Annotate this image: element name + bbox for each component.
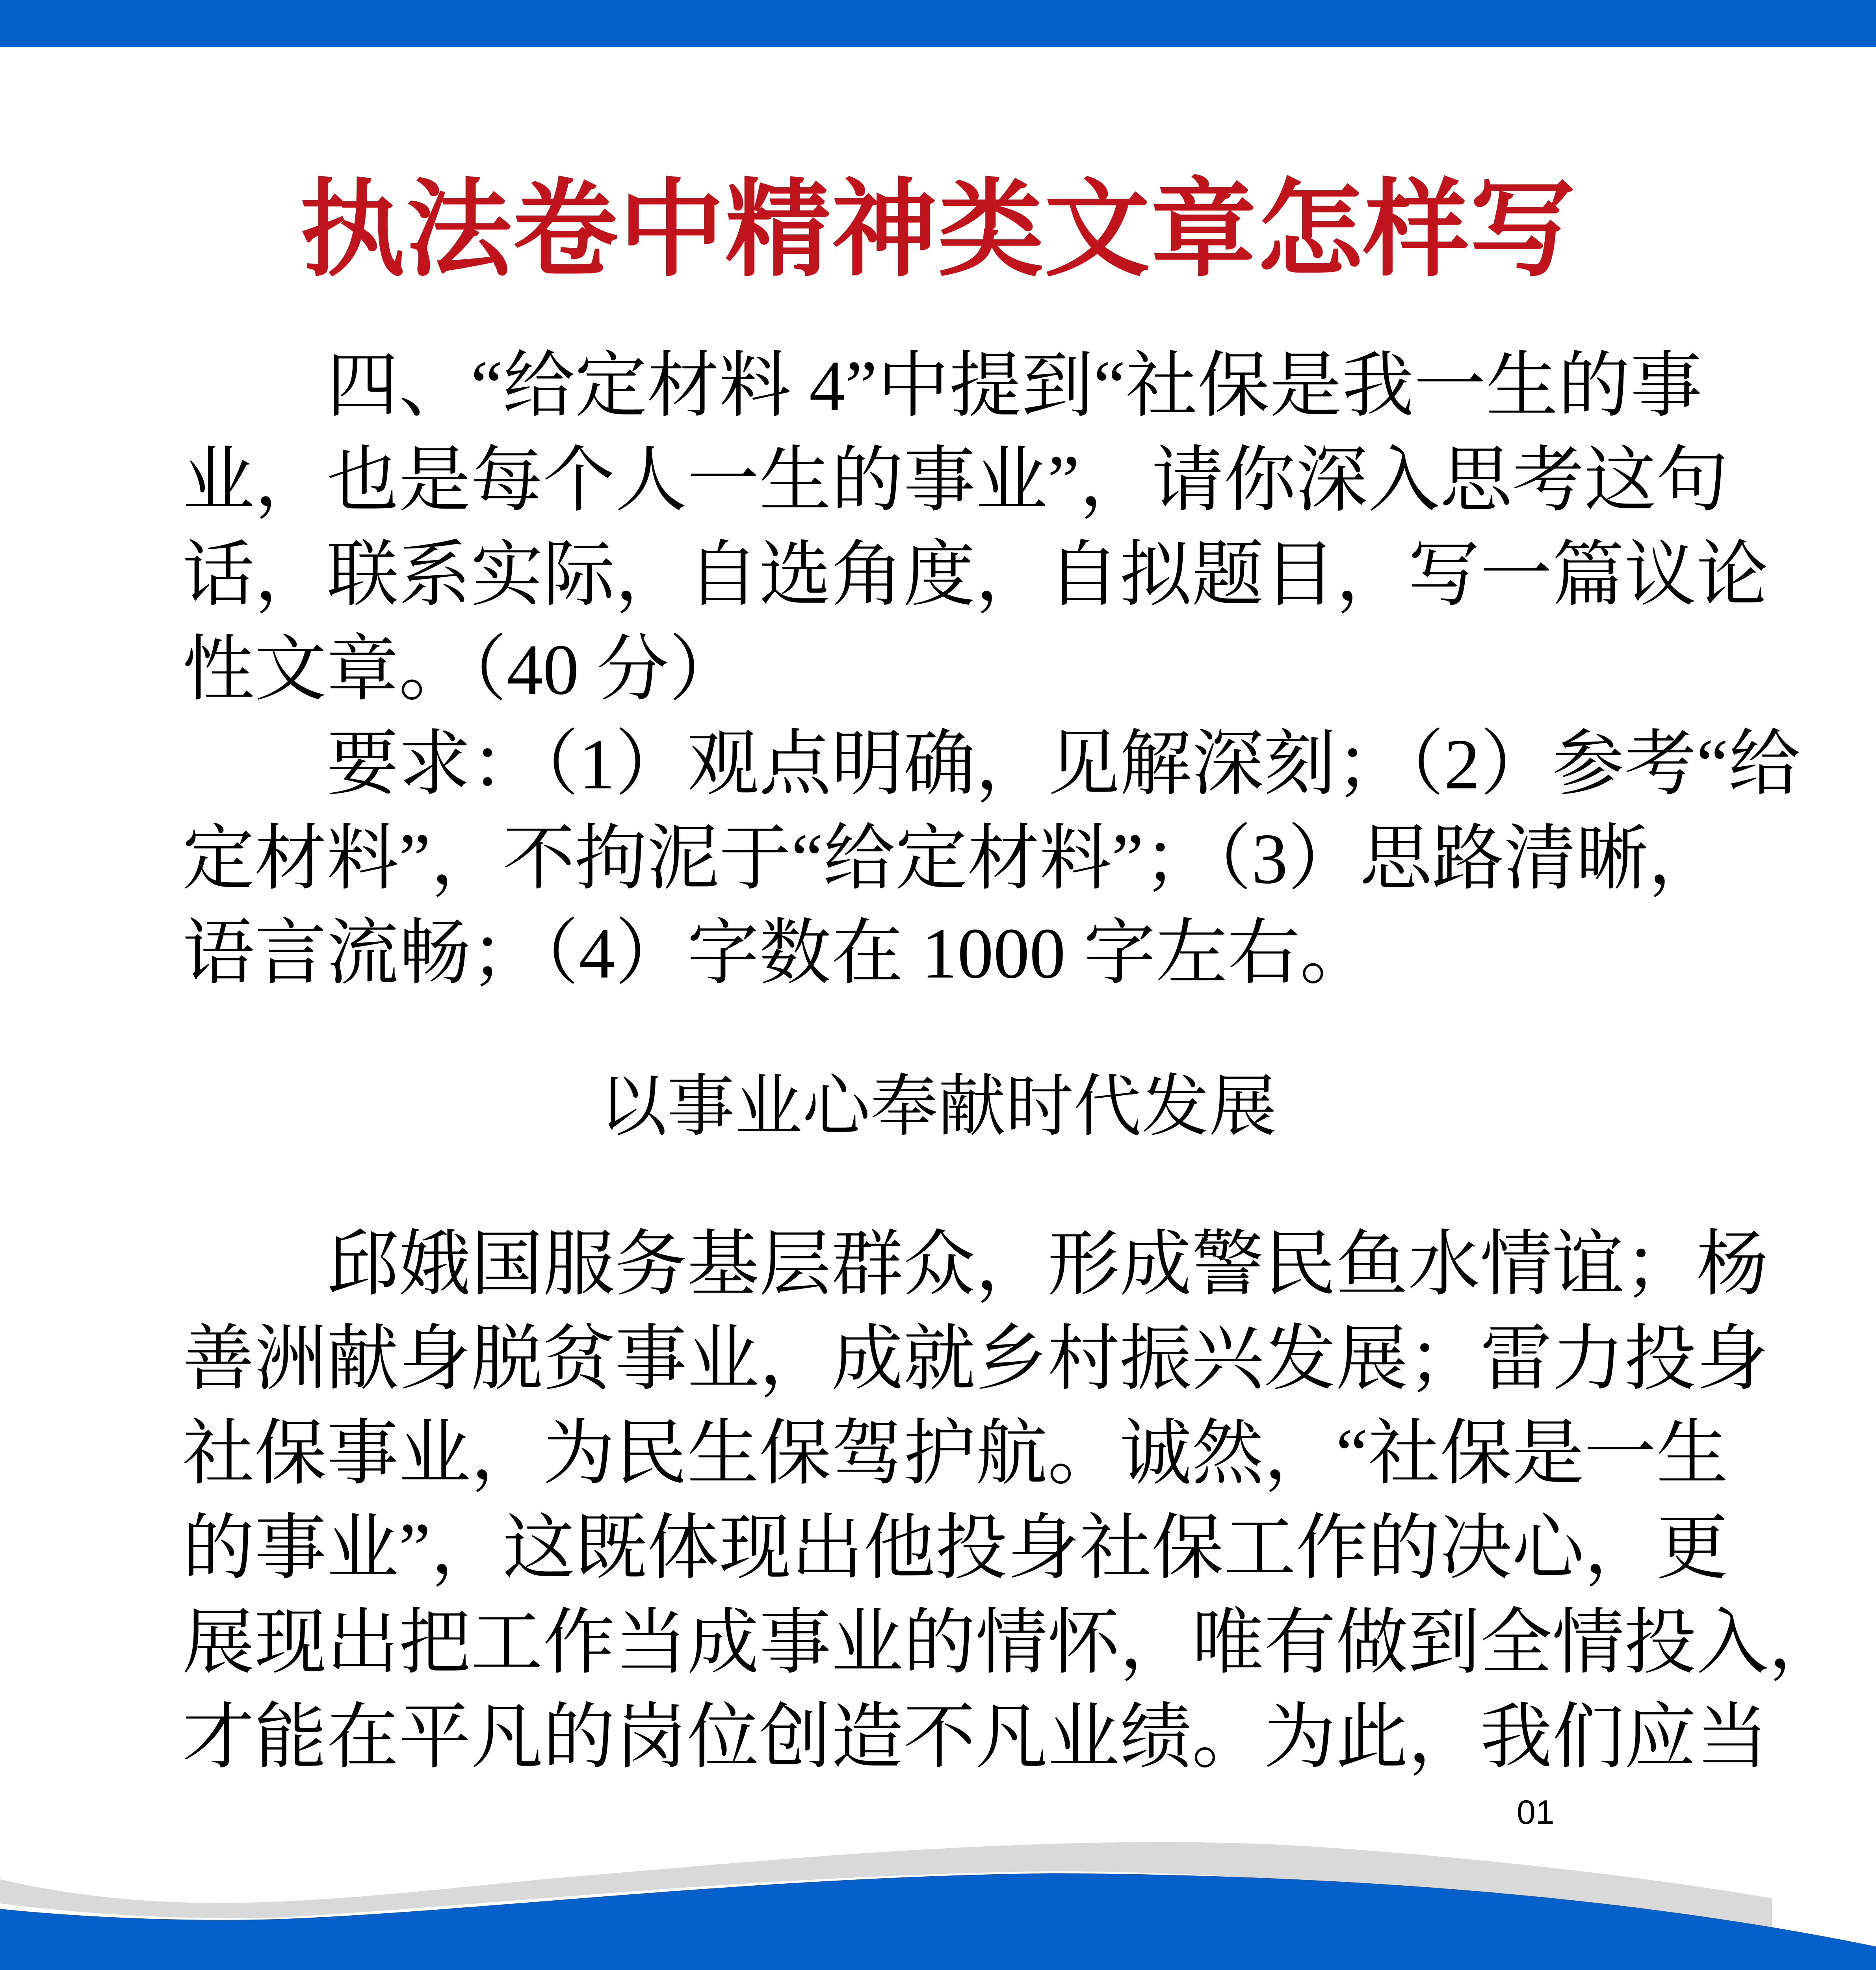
essay-paragraph (182, 1217, 1841, 1785)
essay-line: 才能在平凡的岗位创造不凡业绩。为此，我们应当 (182, 1697, 1769, 1777)
essay-line: 社保事业，为民生保驾护航。诚然，“社保是一生 (182, 1414, 1729, 1494)
essay-line: 善洲献身脱贫事业，成就乡村振兴发展；雷力投身 (182, 1319, 1769, 1399)
question-block (182, 339, 1801, 1001)
essay-line: 邱娥国服务基层群众，形成警民鱼水情谊；杨 (327, 1225, 1769, 1305)
question-line: 性文章。（40 分） (182, 630, 741, 710)
page-content (0, 47, 1876, 1832)
essay-title: 以事业心奉献时代发展 (599, 1070, 1277, 1145)
question-line: 话，联系实际，自选角度，自拟题目，写一篇议论 (182, 535, 1769, 615)
question-line: 四、“给定材料 4”中提到“社保是我一生的事 (327, 346, 1702, 426)
top-blue-bar (0, 0, 1876, 47)
question-line: 业，也是每个人一生的事业”，请你深入思考这句 (182, 440, 1729, 520)
requirements-line: 要求：（1）观点明确，见解深刻；（2）参考“给 (327, 724, 1801, 804)
requirements-line: 语言流畅；（4）字数在 1000 字左右。 (182, 913, 1372, 993)
essay-line: 展现出把工作当成事业的情怀，唯有做到全情投入， (182, 1603, 1841, 1683)
essay-line: 的事业”，这既体现出他投身社保工作的决心，更 (182, 1508, 1729, 1588)
page-title: 执法卷中精神类文章怎样写 (300, 172, 1576, 289)
requirements-line: 定材料”，不拘泥于“给定材料”；（3）思路清晰， (182, 819, 1720, 899)
page-number: 01 (1517, 1793, 1555, 1831)
